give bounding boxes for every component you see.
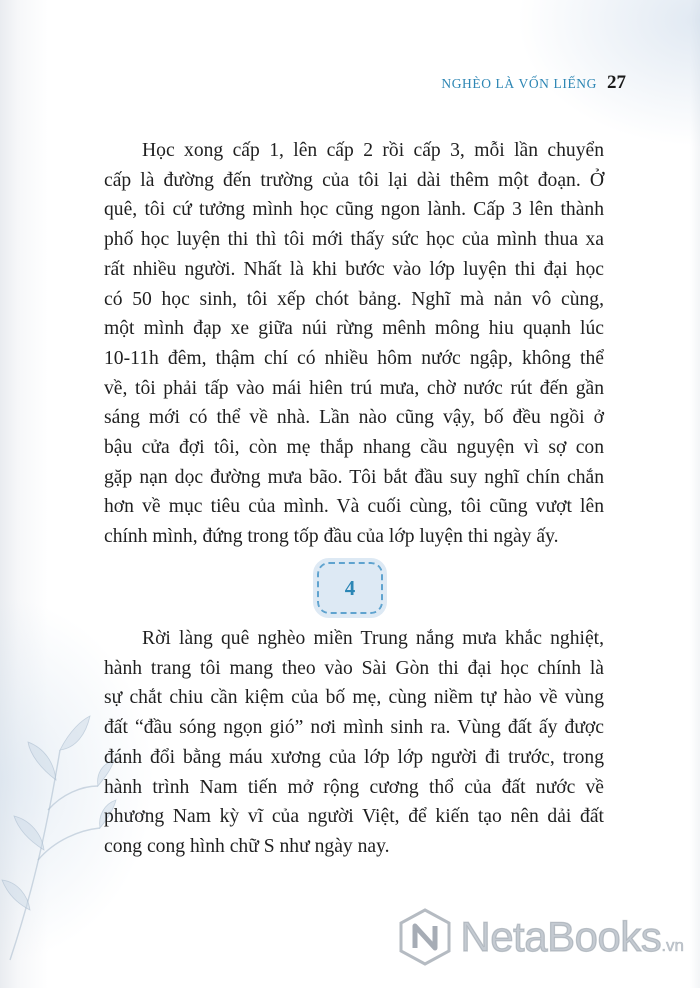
netabooks-logo-icon [398,908,452,966]
text-line: cong cong hình chữ S như ngày nay. [104,835,390,857]
text-line: rất nhiều người. Nhất là khi bước vào lớp luyện thi đại học [104,258,604,280]
text-line: hơn về mục tiêu của mình. Và cuối cùng, tôi cũng vượt lên [104,496,604,518]
text-line: phố học luyện thi thì tôi mới thấy sức học của mình thua xa [104,229,604,251]
text-line: chính mình, đứng trong tốp đầu của lớp luyện thi ngày ấy. [104,526,559,548]
running-title: NGHÈO LÀ VỐN LIẾNG [441,76,597,91]
text-line: quê, tôi cứ tưởng mình học cũng ngon lành. Cấp 3 lên thành [104,199,604,221]
paragraph-1 [104,136,604,552]
text-line: phương Nam kỳ vĩ của người Việt, để kiến tạo nên dải đất [104,806,604,828]
text-line: hành trình Nam tiến mở rộng cương thổ của đất nước về [104,776,604,798]
section-number-badge [317,562,383,614]
netabooks-watermark [398,908,684,966]
running-header [441,72,626,94]
leaf-branch-decoration [0,690,120,970]
text-line: đánh đổi bằng máu xương của lớp lớp người đi trước, trong [104,746,604,768]
text-line: một mình đạp xe giữa núi rừng mênh mông hiu quạnh lúc [104,318,604,340]
text-line: hành trang tôi mang theo vào Sài Gòn thi đại học chính là [104,657,604,679]
text-line: bậu cửa đợi tôi, còn mẹ thắp nhang cầu nguyện vì sợ con [104,437,604,459]
text-line: gặp nạn dọc đường mưa bão. Tôi bắt đầu suy nghĩ chín chắn [104,466,604,488]
text-line: sự chắt chiu cần kiệm của bố mẹ, cùng niềm tự hào về vùng [104,687,604,709]
paragraph-2 [104,624,604,862]
section-number: 4 [344,575,356,600]
text-line: 10-11h đêm, thậm chí có nhiều hôm nước ngập, không thể [104,347,604,369]
text-line: Rời làng quê nghèo miền Trung nắng mưa khắc nghiệt, [142,628,604,649]
page-number: 27 [607,72,626,93]
text-line: Học xong cấp 1, lên cấp 2 rồi cấp 3, mỗi lần chuyển [142,140,604,161]
watermark-brand: NetaBooks.vn [460,913,684,960]
text-line: sáng mới có thể về nhà. Lần nào cũng vậy, bố đều ngồi ở [104,407,604,429]
text-line: có 50 học sinh, tôi xếp chót bảng. Nghĩ mà nản vô cùng, [104,288,604,310]
text-line: cấp là đường đến trường của tôi lại dài thêm một đoạn. Ở [104,169,604,191]
text-line: về, tôi phải tấp vào mái hiên trú mưa, chờ nước rút đến gần [104,377,604,399]
text-line: đất “đầu sóng ngọn gió” nơi mình sinh ra. Vùng đất ấy được [104,717,604,739]
